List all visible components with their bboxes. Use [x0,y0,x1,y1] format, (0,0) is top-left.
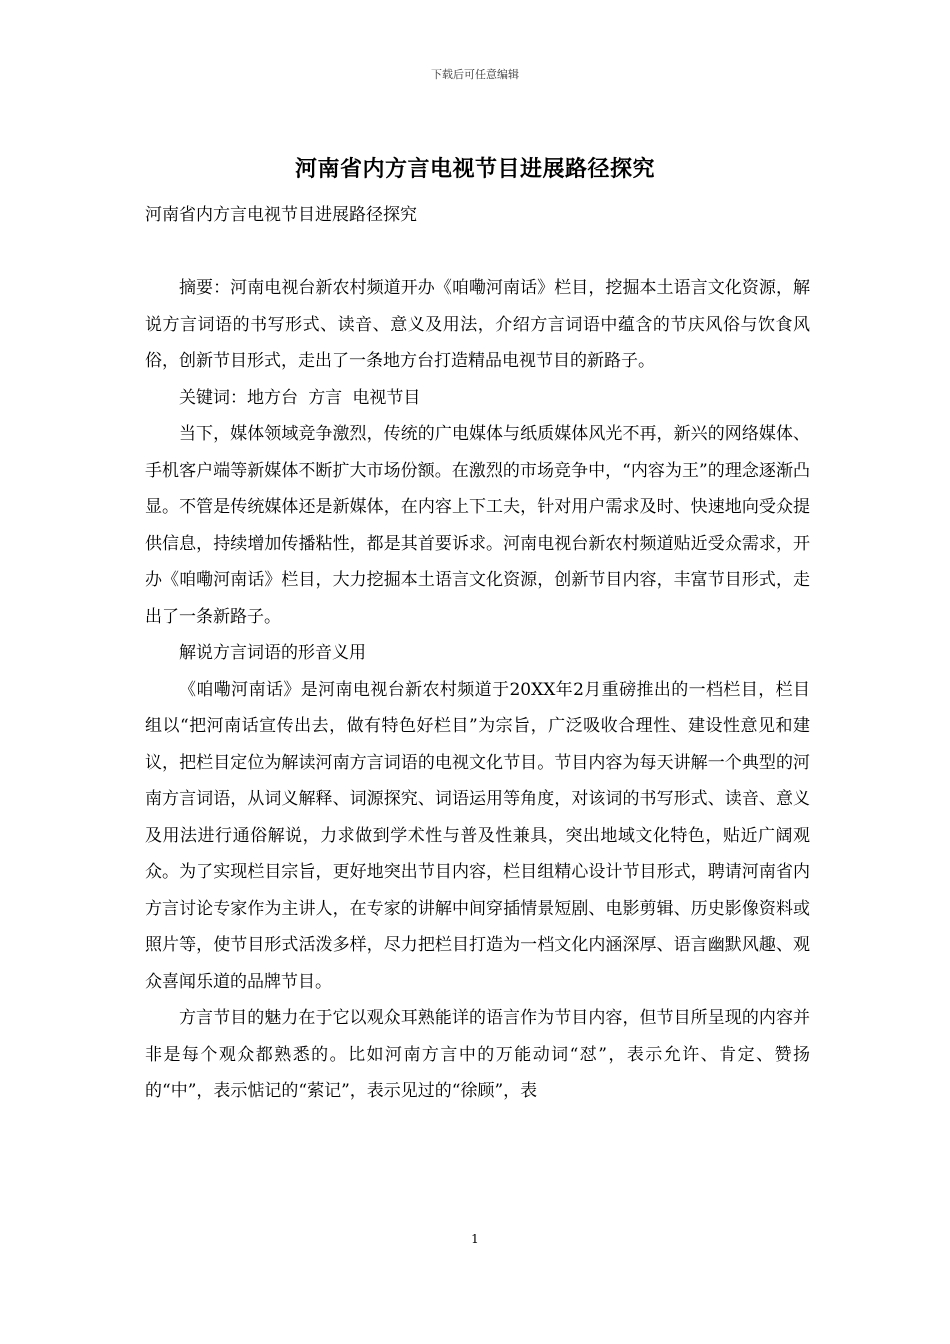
document-body [145,270,810,1110]
header-note: 下载后可任意编辑 [431,68,519,81]
keyword-item: 电视节目 [352,387,421,408]
body-paragraph: 当下，媒体领域竞争激烈，传统的广电媒体与纸质媒体风光不再，新兴的网络媒体、手机客户端等新媒体不断扩大市场份额。在激烈的市场竞争中，“内容为王”的理念逐渐凸显。不管是传统媒体还是新媒体，在内容上下工夫，针对用户需求及时、快速地向受众提供信息，持续增加传播粘性，都是其首要诉求。河南电视台新农村频道贴近受众需求，开办《咱嘞河南话》栏目，大力挖掘本土语言文化资源，创新节目内容，丰富节目形式，走出了一条新路子。 [145,424,810,627]
keyword-item: 地方台 [247,387,298,408]
body-paragraph: 方言节目的魅力在于它以观众耳熟能详的语言作为节目内容，但节目所呈现的内容并非是每个观众都熟悉的。比如河南方言中的万能动词“怼”，表示允许、肯定、赞扬的“中”，表示惦记的“萦记”，表示见过的“徐顾”，表 [145,1008,810,1101]
page-number: 1 [471,1232,479,1246]
document-title: 河南省内方言电视节目进展路径探究 [294,156,655,182]
abstract-paragraph: 摘要：河南电视台新农村频道开办《咱嘞河南话》栏目，挖掘本土语言文化资源，解说方言词语的书写形式、读音、意义及用法，介绍方言词语中蕴含的节庆风俗与饮食风俗，创新节目形式，走出了一条地方台打造精品电视节目的新路子。 [145,278,810,371]
keyword-item: 方言 [308,387,343,408]
keywords-line [145,380,810,417]
keywords-label: 关键词： [179,387,247,408]
document-subtitle: 河南省内方言电视节目进展路径探究 [145,205,417,225]
section-heading: 解说方言词语的形音义用 [179,643,366,663]
body-paragraph: 《咱嘞河南话》是河南电视台新农村频道于20XX年2月重磅推出的一档栏目，栏目组以“把河南话宣传出去，做有特色好栏目”为宗旨，广泛吸收合理性、建设性意见和建议，把栏目定位为解读河南方言词语的电视文化节目。节目内容为每天讲解一个典型的河南方言词语，从词义解释、词源探究、词语运用等角度，对该词的书写形式、读音、意义及用法进行通俗解说，力求做到学术性与普及性兼具，突出地域文化特色，贴近广阔观众。为了实现栏目宗旨，更好地突出节目内容，栏目组精心设计节目形式，聘请河南省内方言讨论专家作为主讲人，在专家的讲解中间穿插情景短剧、电影剪辑、历史影像资料或照片等，使节目形式活泼多样，尽力把栏目打造为一档文化内涵深厚、语言幽默风趣、观众喜闻乐道的品牌节目。 [145,679,810,992]
